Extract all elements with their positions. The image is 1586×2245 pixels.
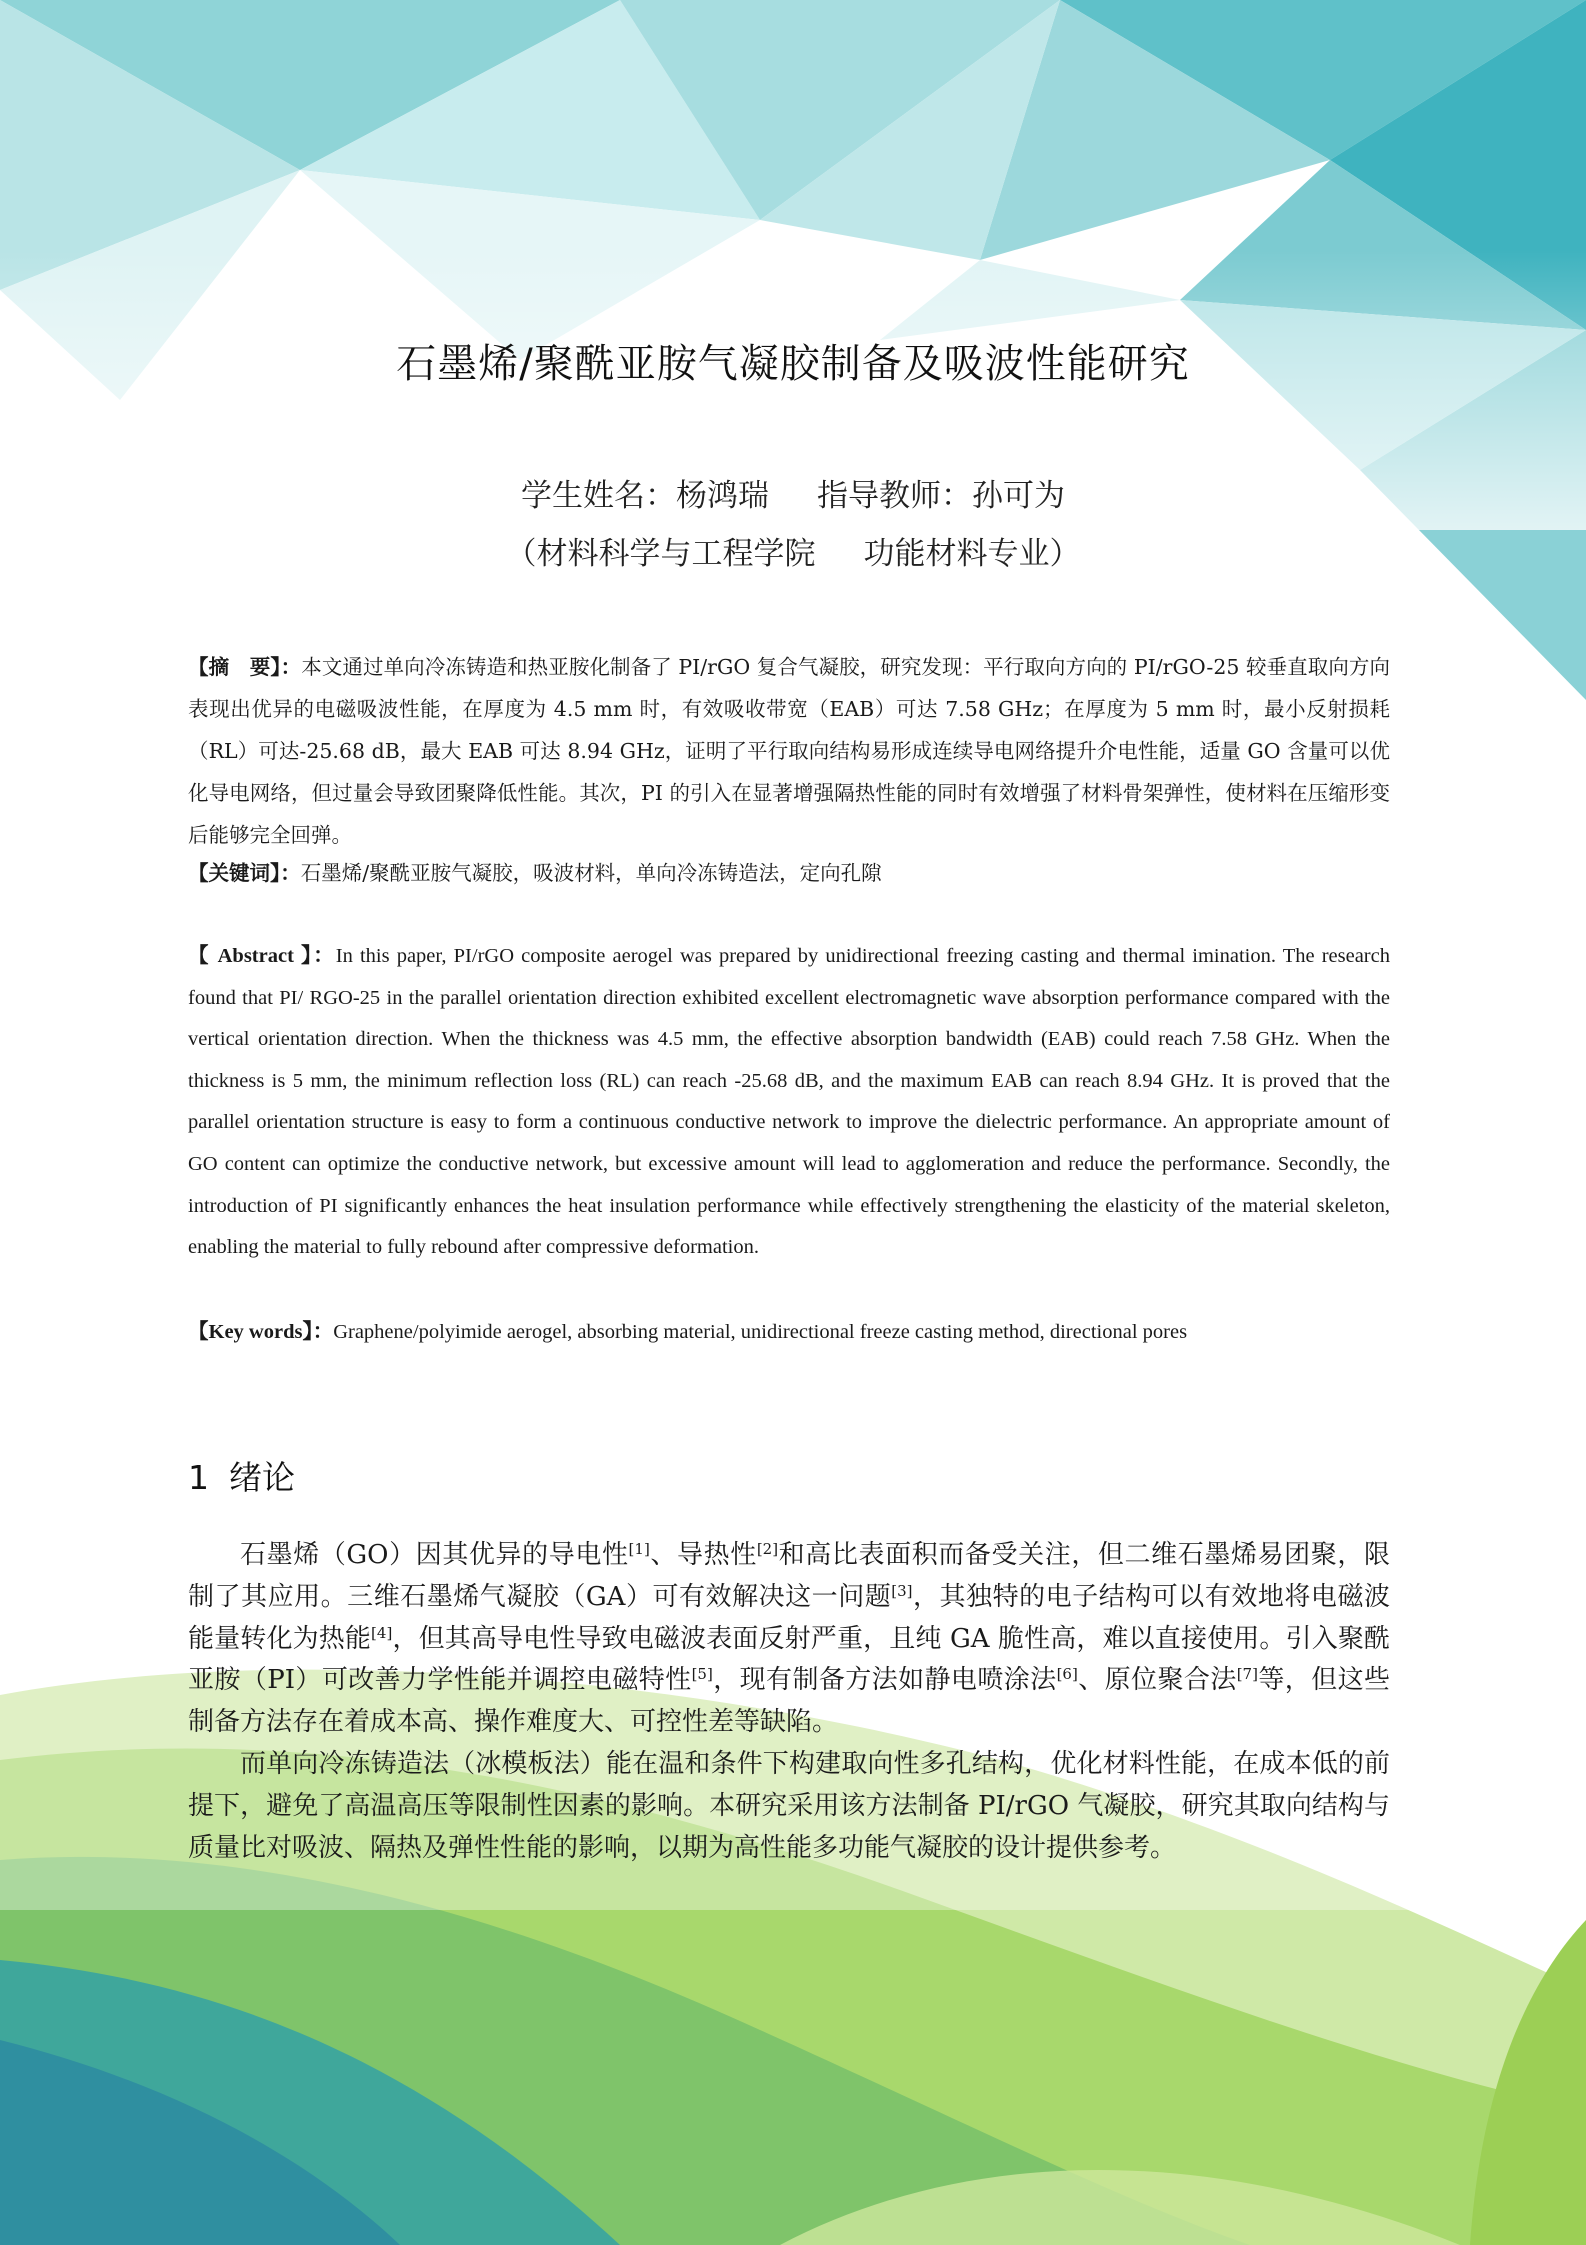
affiliation-line <box>0 528 1586 573</box>
chinese-keywords-text: 石墨烯/聚酰亚胺气凝胶，吸波材料，单向冷冻铸造法，定向孔隙 <box>300 861 882 885</box>
affiliation-school: 材料科学与工程学院 <box>536 536 816 572</box>
english-keywords-text: Graphene/polyimide aerogel, absorbing material, unidirectional freeze casting method, directional pores <box>333 1321 1188 1343</box>
english-abstract-text: In this paper, PI/rGO composite aerogel was prepared by unidirectional freezing casting and thermal imination. The research found that PI/ RGO-25 in the parallel orientation direction exhibited excellent electromagnetic wave absorption performance compared with the vertical orientation direction. When the thickness was 4.5 mm, the effective absorption bandwidth (EAB) could reach 7.58 GHz. When the thickness is 5 mm, the minimum reflection loss (RL) can reach -25.68 dB, and the maximum EAB can reach 8.94 GHz. It is proved that the parallel orientation structure is easy to form a continuous conductive network to improve the dielectric performance. An appropriate amount of GO content can optimize the conductive network, but excessive amount will lead to agglomeration and reduce the performance. Secondly, the introduction of PI significantly enhances the heat insulation performance while effectively strengthening the elasticity of the material skeleton, enabling the material to fully rebound after compressive deformation. <box>188 945 1390 1259</box>
citation-ref: [3] <box>891 1581 913 1600</box>
body-text-run: ，其独特的电子结构可以有效地将电磁波能量转化为热能 <box>188 1581 1390 1654</box>
body-text-run: 和高比表面积而备受关注，但二维石墨烯易团聚，限制了其应用。三维石墨烯气凝胶（GA）可有效解决这一问题 <box>188 1540 1390 1612</box>
english-keywords <box>188 1311 1390 1353</box>
citation-ref: [1] <box>628 1540 650 1558</box>
section-number: 1 <box>188 1458 209 1497</box>
body-text-run: ，现有制备方法如静电喷涂法 <box>712 1665 1057 1696</box>
advisor-name: 孙可为 <box>972 478 1065 514</box>
citation-ref: [5] <box>691 1665 713 1684</box>
chinese-abstract-label: 【摘 要】： <box>188 655 302 679</box>
section-title: 绪论 <box>229 1458 295 1497</box>
citation-ref: [2] <box>756 1540 779 1558</box>
affiliation-open-paren: （ <box>505 536 537 572</box>
body-paragraph-1 <box>188 1535 1390 1744</box>
chinese-keywords-label: 【关键词】： <box>188 861 301 885</box>
body-text-run: 石墨烯（GO）因其优异的导电性 <box>240 1540 629 1570</box>
author-name: 杨鸿瑞 <box>676 478 769 514</box>
body-text-run: 、导热性 <box>649 1540 757 1570</box>
citation-ref: [6] <box>1056 1665 1078 1684</box>
author-line <box>0 470 1586 515</box>
chinese-abstract <box>188 646 1390 856</box>
chinese-keywords <box>188 852 1390 894</box>
english-abstract <box>188 936 1390 1269</box>
body-text-run: 等，但这些制备方法存在着成本高、操作难度大、可控性差等缺陷。 <box>188 1665 1390 1738</box>
section-heading <box>188 1452 295 1499</box>
body-paragraph-2: 而单向冷冻铸造法（冰模板法）能在温和条件下构建取向性多孔结构，优化材料性能，在成本低的前提下，避免了高温高压等限制性因素的影响。本研究采用该方法制备 PI/rGO 气凝胶，研究其取向结构与质量比对吸波、隔热及弹性性能的影响，以期为高性能多功能气凝胶的设计提供参考。 <box>188 1748 1390 1863</box>
advisor-label: 指导教师： <box>817 478 972 514</box>
paper-title: 石墨烯/聚酰亚胺气凝胶制备及吸波性能研究 <box>396 341 1190 387</box>
english-keywords-label: 【Key words】： <box>188 1321 334 1343</box>
body-text-run: ，但其高导电性导致电磁波表面反射严重，且纯 GA 脆性高，难以直接使用。引入聚酰亚胺（PI）可改善力学性能并调控电磁特性 <box>188 1623 1390 1696</box>
body-text-run: 、原位聚合法 <box>1077 1665 1237 1696</box>
chinese-abstract-text: 本文通过单向冷冻铸造和热亚胺化制备了 PI/rGO 复合气凝胶，研究发现：平行取向方向的 PI/rGO-25 较垂直取向方向表现出优异的电磁吸波性能，在厚度为 4.5 mm 时，有效吸收带宽（EAB）可达 7.58 GHz；在厚度为 5 mm 时，最小反射损耗（RL）可达-25.68 dB，最大 EAB 可达 8.94 GHz，证明了平行取向结构易形成连续导电网络提升介电性能，适量 GO 含量可以优化导电网络，但过量会导致团聚降低性能。其次，PI 的引入在显著增强隔热性能的同时有效增强了材料骨架弹性，使材料在压缩形变后能够完全回弹。 <box>188 655 1391 847</box>
citation-ref: [4] <box>371 1623 393 1642</box>
affiliation-close-paren: ） <box>1049 536 1081 572</box>
section-body <box>188 1535 1390 1869</box>
author-label: 学生姓名： <box>521 478 676 514</box>
citation-ref: [7] <box>1236 1665 1258 1684</box>
english-abstract-label: 【 Abstract 】： <box>188 945 336 967</box>
affiliation-major: 功能材料专业 <box>863 536 1050 572</box>
